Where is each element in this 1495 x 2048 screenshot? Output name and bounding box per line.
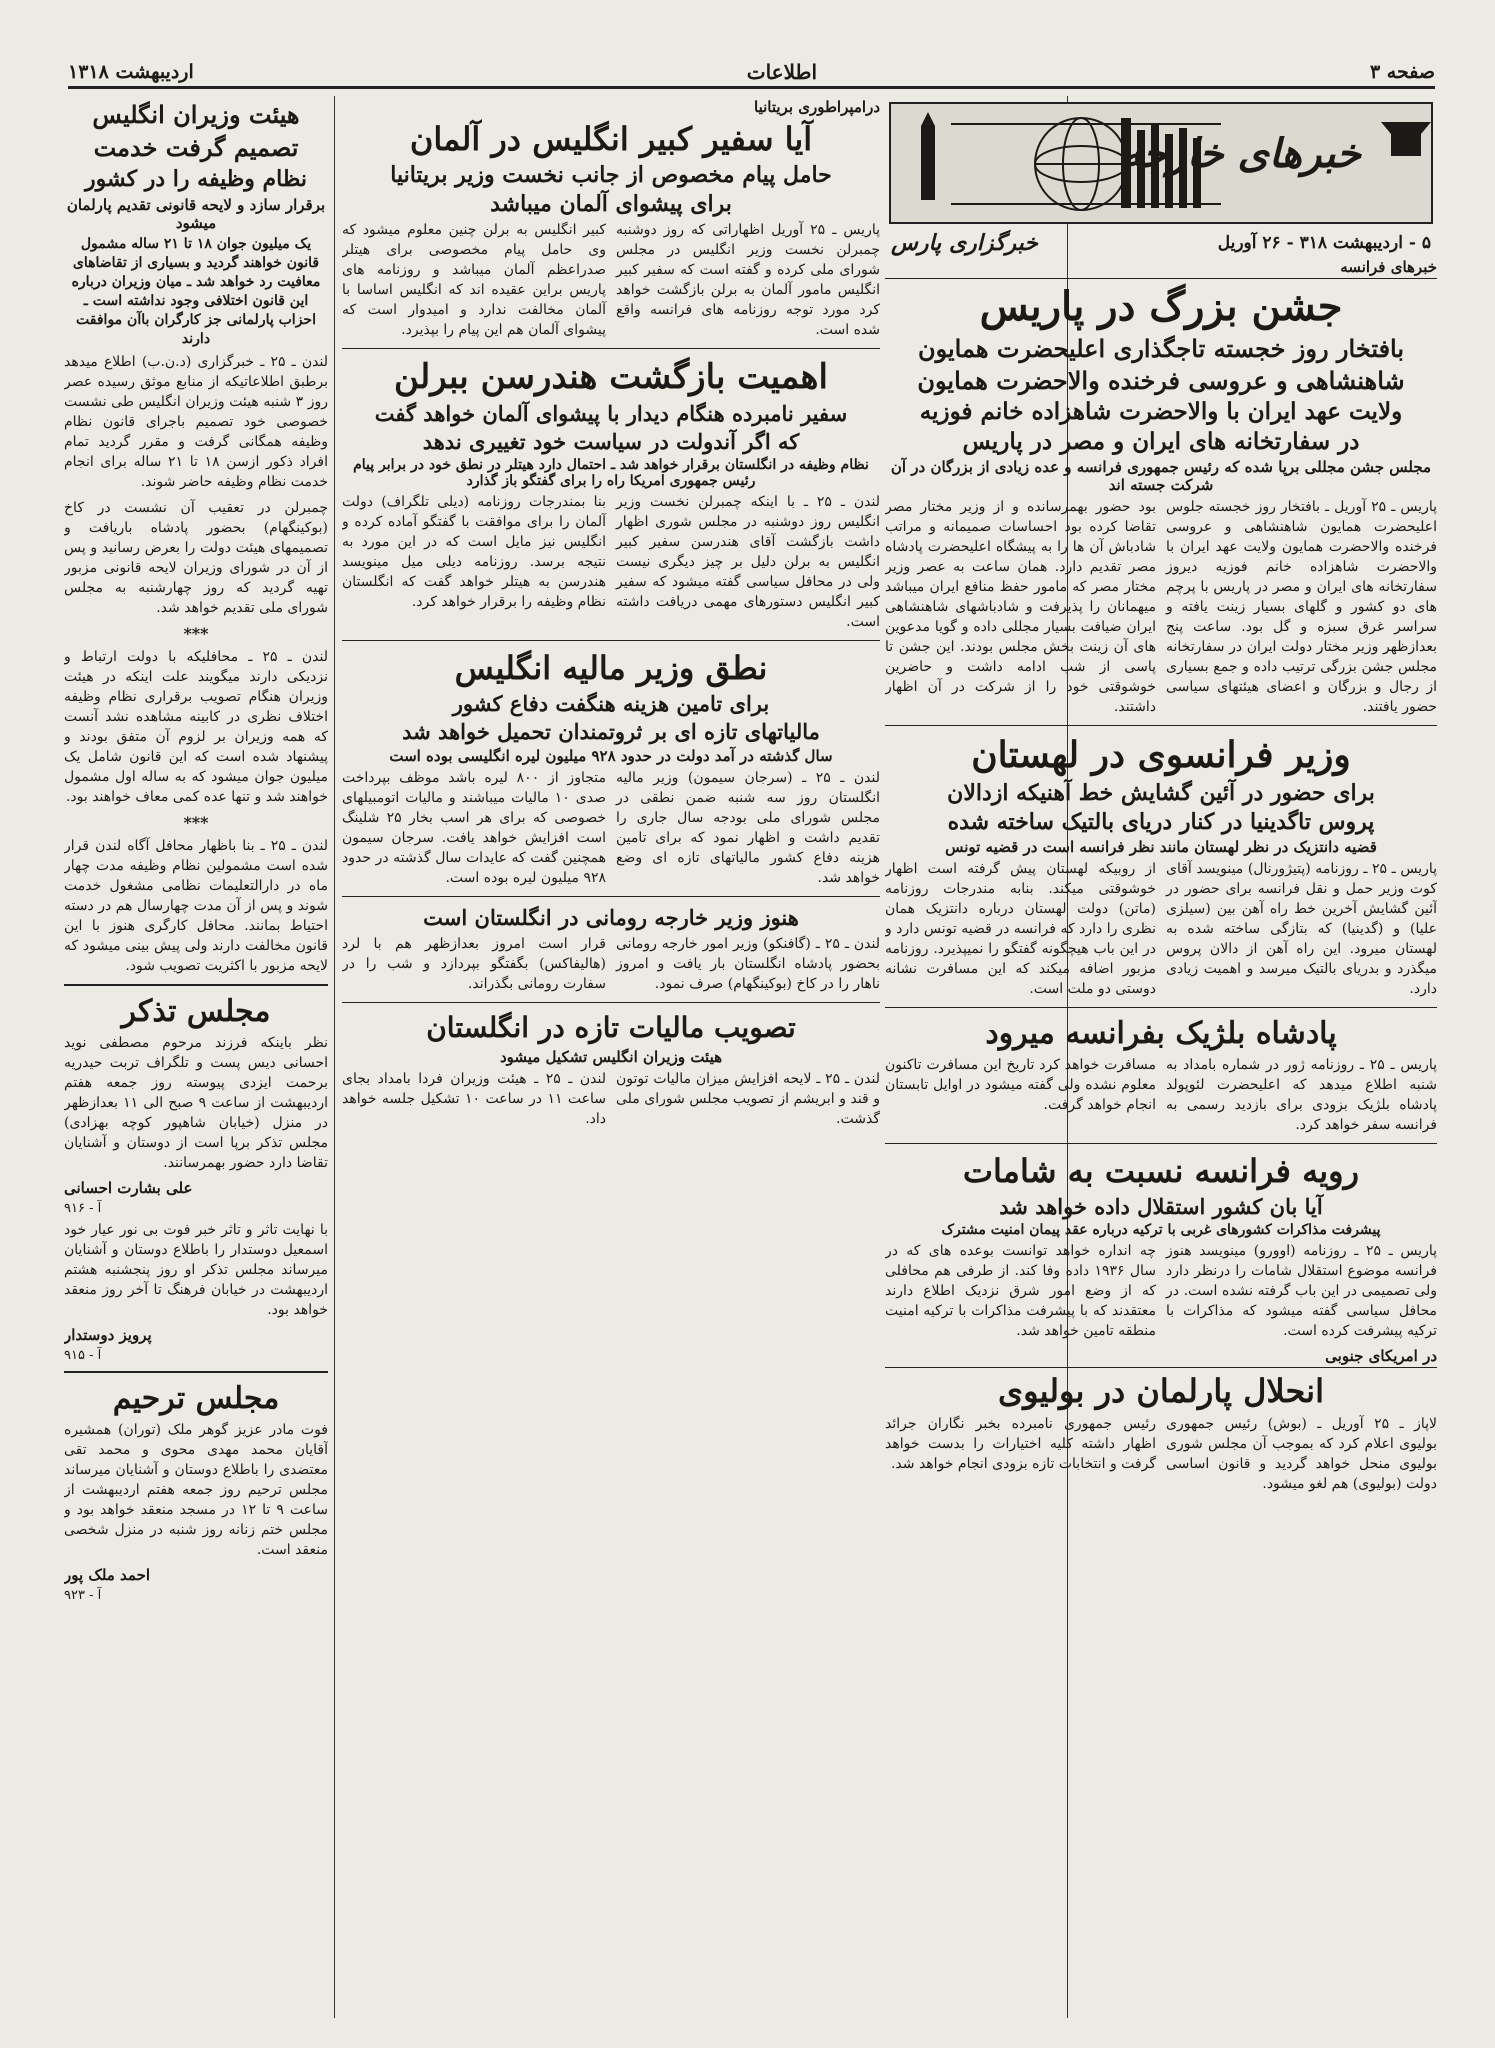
notice-code: آ - ۹۱۶ (64, 1201, 102, 1216)
article-lead: سال گذشته در آمد دولت در حدود ۹۲۸ میلیون لیره انگلیسی بوده است (389, 747, 833, 765)
article-text: پاریس ـ ۲۵ ـ روزنامه ژور در شماره بامداد به شنبه اطلاع میدهد که اعلیحضرت لئوپولد پادشاه بلژیک بزودی برای بازدید رسمی به فرانسه سفر خواهد کرد. (1166, 1057, 1437, 1133)
article-body (342, 220, 880, 340)
section-banner-title: خبرهای خارجه (1121, 130, 1361, 177)
notice-text: با نهایت تاثر و تاثر خبر فوت بی نور عیار خود اسمعیل دوستدار را باطلاع دوستان و آشنایان میرساند مجلس تذکر او روز پنجشنبه هشتم اردیبهشت در خیابان فرهنگ تا آخر روز منعقد خواهد بود. (64, 1222, 328, 1318)
subheadline: بافتخار روز خجسته تاجگذاری اعلیحضرت همایون (917, 334, 1405, 363)
section-label: خبرهای فرانسه (885, 258, 1437, 279)
subheadline: حامل پیام مخصوص از جانب نخست وزیر بریتانیا (390, 162, 832, 188)
subheadline: برقرار سازد و لایحه قانونی تقدیم پارلمان میشود (66, 196, 326, 232)
divider (342, 1002, 880, 1003)
article-text: بود حضور بهمرسانده و از وزیر مختار مصر تقاضا کرده بود احساسات صمیمانه و مراتب شادباش آن ها را به پیشگاه اعلیحضرت پادشاه مصر تقدیم دارد. همان ساعت به عصر وزیر مختار مصر که مامور حفظ منافع ایران میباشد میهمانان را پذیرفت و شادباشهای شاهنشاهی ایران ضیافت بسیار مجللی داده و گویا مدعوین های آن زینت بخش مجلس بودند. این جشن تا پاسی از شب ادامه داشت و حاضرین خوشوقتی خود را از شرکت در آن اظهار داشتند. (885, 499, 1156, 715)
notice-signature: پرویز دوستدار (64, 1326, 152, 1344)
subheadline: برای تامین هزینه هنگفت دفاع کشور (452, 691, 770, 716)
issue-date: اردیبهشت ۱۳۱۸ (68, 61, 194, 83)
paper-name: اطلاعات (746, 60, 817, 84)
article-text: لندن ـ ۲۵ ـ خبرگزاری (د.ن.ب) اطلاع میدهد برطبق اطلاعاتیکه از منابع موثق رسیده عصر روز ۳ شنبه هیئت وزیران انگلیس طی نشست خصوصی خود تصمیم باجرای قانون نظام وظیفه همگانی گرفت و مقرر گردید تمام افراد ذکور ازسن ۱۸ تا ۲۱ ساله برای انجام خدمت نظام وظیفه حاضر شوند. (64, 354, 328, 490)
subheadline: آیا بان کشور استقلال داده خواهد شد (999, 1194, 1323, 1219)
divider (885, 1143, 1437, 1144)
headline: اهمیت بازگشت هندرسن ببرلن (394, 357, 828, 397)
article-lead: پیشرفت مذاکرات کشورهای غربی با ترکیه درباره عقد پیمان امنیت مشترک (941, 1222, 1381, 1238)
divider (342, 896, 880, 897)
headline: انحلال پارلمان در بولیوی (998, 1372, 1324, 1410)
subheadline: برای حضور در آئین گشایش خط آهنیکه ازدالان (947, 780, 1375, 806)
headline: رویه فرانسه نسبت به شامات (962, 1152, 1360, 1190)
article-body (885, 1055, 1437, 1135)
subheadline: پروس تاگدینیا در کنار دریای بالتیک ساخته شده (947, 809, 1375, 835)
headline: پادشاه بلژیک بفرانسه میرود (985, 1016, 1337, 1051)
subheadline: هیئت وزیران انگلیس تشکیل میشود (499, 1048, 723, 1066)
center-column (342, 96, 880, 2018)
headline: هنوز وزیر خارجه رومانی در انگلستان است (423, 905, 799, 930)
headline: آیا سفیر کبیر انگلیس در آلمان (409, 120, 813, 158)
article-body (342, 492, 880, 632)
article-text: رئیس جمهوری نامبرده بخبر نگاران جرائد اظهار داشته کلیه اختیارات را بدست خواهد گرفت و انتخابات تازه بزودی انجام خواهد شد. (885, 1416, 1156, 1472)
subheadline: شاهنشاهی و عروسی فرخنده والاحضرت همایون (917, 366, 1405, 395)
notice-signature: علی بشارت احسانی (64, 1179, 193, 1197)
article-text: پاریس ـ ۲۵ آوریل اظهاراتی که روز دوشنبه چمبرلن نخست وزیر انگلیس در مجلس شورای ملی کرده و گفته است که سفیر کبیر انگلیس مامور آلمان به برلن بازگشت خواهد کرد مورد توجه روزنامه های فرانسه واقع شده است. (616, 222, 880, 338)
section-label: در امریکای جنوبی (885, 1347, 1437, 1368)
headline: هیئت وزیران انگلیس (92, 100, 300, 129)
foreign-news-banner (889, 102, 1433, 224)
left-column (64, 96, 328, 2018)
subheadline: ولایت عهد ایران با والاحضرت شاهزاده خانم فوزیه (919, 398, 1403, 425)
article-body (885, 859, 1437, 999)
article-text: بنا بمندرجات روزنامه (دیلی تلگراف) دولت آلمان را برای موافقت با گفتگو آماده کرده و انگلیس نیز مایل است که در این مورد به نتیجه برسد. روزنامه دیلی میل مینویسد هندرسن به هیتلر خواهد گفت که انگلستان نظام وظیفه را برقرار خواهد کرد. (342, 494, 606, 610)
article-text: لندن ـ ۲۵ ـ لایحه افزایش میزان مالیات توتون و قند و ابریشم از تصویب مجلس شورای ملی گذشت. (616, 1071, 880, 1127)
notice-title: مجلس تذکر (121, 994, 271, 1029)
article-text: لاپاز ـ ۲۵ آوریل ـ (بوش) رئیس جمهوری بولیوی اعلام کرد که بموجب آن مجلس شوری بولیوی منحل خواهد گردید و قانون اساسی دولت (بولیوی) هم لغو میشود. (1166, 1416, 1437, 1492)
agency-date: ۵ - اردیبهشت ۳۱۸ - ۲۶ آوریل (1217, 233, 1431, 253)
subheadline: سفیر نامبرده هنگام دیدار با پیشوای آلمان خواهد گفت (374, 401, 848, 426)
article-lead: قضیه دانتزیک در نظر لهستان مانند نظر فرانسه است در قضیه تونس (945, 838, 1377, 856)
article-text: چمبرلن در تعقیب آن نشست در کاخ (بوکینگهام) بحضور پادشاه باریافت و تصمیمهای هیئت دولت را بعرض رسانید و پس از آن در شورای وزیران لایحه قانونی مزبور تهیه گردید که روز چهارشنبه به مجلس شورای ملی تقدیم خواهد شد. (64, 500, 328, 616)
section-kicker: درامپراطوری بریتانیا (754, 98, 880, 116)
article-body (342, 934, 880, 994)
article-lead: یک میلیون جوان ۱۸ تا ۲۱ ساله مشمول قانون خواهند گردید و بسیاری از تقاضاهای معافیت رد خواهد شد ـ میان وزیران درباره این قانون اختلافی وجود نداشته است ـ احزاب پارلمانی جز کارگران باآن موافقت دارند (71, 236, 321, 347)
divider (342, 348, 880, 349)
foreign-news-column (885, 96, 1437, 2018)
notice-title: مجلس ترحیم (112, 1381, 280, 1416)
subheadline: مالیاتهای تازه ای بر ثروتمندان تحمیل خواهد شد (402, 719, 820, 744)
article-text: مسافرت خواهد کرد تاریخ این مسافرت تاکنون معلوم نشده ولی گفته میشود در اوایل تابستان انجام خواهد گرفت. (885, 1057, 1156, 1113)
headline: وزیر فرانسوی در لهستان (971, 734, 1351, 776)
article-text: متجاوز از ۸۰۰ لیره باشد موظف بپرداخت صدی ۱۰ مالیات میباشند و مالیات اتومبیلهای خصوصی که برای هر اسب بخار ۲۵ شلینگ است افزایش خواهد یافت. سرجان سیمون همچنین گفت که عایدات سال گذشته در حدود ۹۲۸ میلیون لیره بوده است. (342, 770, 606, 886)
page-number: صفحه ۳ (1369, 61, 1435, 83)
notice-code: آ - ۹۲۳ (64, 1588, 102, 1603)
article-body (342, 1069, 880, 1129)
article-body (885, 497, 1437, 717)
article-body (342, 768, 880, 888)
notice-code: آ - ۹۱۵ (64, 1348, 102, 1363)
subheadline: که اگر آندولت در سیاست خود تغییری ندهد (422, 429, 800, 454)
article-lead: نظام وظیفه در انگلستان برقرار خواهد شد ـ احتمال دارد هیتلر در نطق خود در برابر پیام رئیس جمهوری امریکا راه را برای گفتگو باز گذارد (353, 457, 869, 489)
headline: تصویب مالیات تازه در انگلستان (426, 1011, 796, 1044)
article-text: لندن ـ ۲۵ ـ (سرجان سیمون) وزیر مالیه انگلستان روز سه شنبه ضمن نطقی در مجلس شورای ملی بودجه سال جاری را تقدیم داشت و اظهار نمود که برای تامین هزینه دفاع کشور مالیاتهای تازه ای وضع خواهد شد. (616, 770, 880, 886)
article-text: لندن ـ ۲۵ ـ محافلیکه با دولت ارتباط و نزدیکی دارند میگویند علت اینکه در هیئت وزیران هنگام تصویب برقراری نظام وظیفه اختلاف نظری در کابینه مشاهده نشد آنست که همه وزیران بر لزوم آن متفق بودند و پیشنهاد شده است که این قانون شامل یک میلیون جوان میشود که به ساله اول مشمول خواهند شد و تنها عده کمی معاف خواهند بود. (64, 649, 328, 805)
masthead (68, 58, 1435, 89)
subheadline: برای پیشوای آلمان میباشد (490, 191, 732, 217)
article-body (885, 1241, 1437, 1341)
article-text: لندن ـ ۲۵ ـ هیئت وزیران فردا بامداد بجای ساعت ۱۱ در ساعت ۱۰ تشکیل جلسه خواهد داد. (342, 1071, 607, 1127)
article-text: چه انداره خواهد توانست بوعده های که در سال ۱۹۳۶ داده وفا کند. از طرفی هم محافلی که از وضع امور شرق نزدیک اطلاع دارند معتقدند که با پیشرفت مذاکرات با ترکیه امنیت منطقه تامین خواهد شد. (885, 1243, 1156, 1339)
divider (342, 640, 880, 641)
article-text: لندن ـ ۲۵ ـ (گافنکو) وزیر امور خارجه رومانی بحضور پادشاه انگلستان بار یافت و امروز ناهار را در کاخ (بوکینگهام) صرف نمود. (616, 936, 880, 992)
headline: تصمیم گرفت خدمت (93, 133, 299, 162)
headline: نطق وزیر مالیه انگلیس (454, 649, 768, 687)
article-text: پاریس ـ ۲۵ ـ روزنامه (اوورو) مینویسد هنوز فرانسه موضوع استقلال شامات را درنظر دارد ولی تصمیمی در این باب گرفته نشده است. در محافل سیاسی گفته میشود که مذاکرات با ترکیه پیشرفت کرده است. (1166, 1243, 1437, 1339)
notice-text: فوت مادر عزیز گوهر ملک (توران) همشیره آقایان محمد مهدی محوی و محمد تقی معتضدی را باطلاع دوستان و آشنایان میرساند مجلس ترحیم روز جمعه هفتم اردیبهشت از ساعت ۹ تا ۱۲ در مسجد منعقد خواهد بود و مجلس ختم زنانه روز شنبه در منزل شخصی منعقد است. (64, 1422, 328, 1558)
article-text: قرار است امروز بعدازظهر هم با لرد (هالیفاکس) بگفتگو بپردازد و شب را در سفارت رومانی بگذراند. (342, 936, 606, 992)
headline: جشن بزرگ در پاریس (979, 283, 1343, 330)
divider (885, 1007, 1437, 1008)
headline: نظام وظیفه را در کشور (84, 166, 308, 192)
article-text: از روبیکه لهستان پیش گرفته است اظهار خوشوقتی میکند. بنابه مندرجات روزنامه (ماتن) دولت لهستان درباره دانتزیک همان نظری را دارد که فرانسه در قضیه تونس دارد و در این باب هیچگونه گفتگو را نمیپذیرد. روزنامه مزبور اضافه میکند که این مسافرت نشانه دوستی دو ملت است. (885, 861, 1156, 997)
article-body (885, 1414, 1437, 1494)
separator-stars: *** (183, 624, 209, 643)
article-text: کبیر انگلیس به برلن چنین معلوم میشود که وی حامل پیام مخصوصی برای هیتلر صدراعظم آلمان میباشد و روزنامه های پاریس براین عقیده اند که انگلیس اساسا با آلمان مخالفت ندارد و امیدوار است که پیشوای آلمان هم این پیام را بپذیرد. (342, 222, 606, 338)
divider (64, 984, 328, 986)
article-text: پاریس ـ ۲۵ آوریل ـ بافتخار روز خجسته جلوس اعلیحضرت همایون شاهنشاهی و عروسی فرخنده والاحضرت همایون ولایت عهد ایران با والاحضرت شاهزاده خانم فوزیه دیروز سفارتخانه های ایران و مصر در پاریس با پرچم های دو کشور و گلهای بسیار زینت یافته و سراسر غرق سبزه و گل بود. ساعت پنج بعدازظهر وزیر مختار دولت ایران در سفارتخانه مجلس جشن بزرگی ترتیب داده و جمع بسیاری از رجال و بزرگان و اعضای هیئتهای سیاسی حضور یافتند. (1166, 499, 1437, 715)
agency-name: خبرگزاری پارس (891, 230, 1038, 256)
notice-signature: احمد ملک پور (64, 1566, 151, 1584)
notice-text: نظر باینکه فرزند مرحوم مصطفی نوید احسانی دیس پست و تلگراف تربت حیدریه برحمت ایزدی پیوسته روز جمعه هفتم اردیبهشت از ساعت ۹ صبح الی ۱۱ بعدازظهر در منزل (خیابان شاهپور کوچه بهزادی) مجلس تذکر برپا است از دوستان و آشنایان تقاضا دارد حضور بهمرسانند. (64, 1035, 328, 1171)
article-lead: مجلس جشن مجللی برپا شده که رئیس جمهوری فرانسه و عده زیادی از بزرگان در آن شرکت جسته اند (890, 458, 1432, 494)
column-rule (334, 96, 335, 2018)
article-text: لندن ـ ۲۵ ـ بنا باظهار محافل آگاه لندن قرار شده است مشمولین نظام وظیفه مدت چهار ماه در دارالتعلیمات نظامی مشغول خدمت شوند و پس از آن مدت چهارسال هم در دسته احتیاط بمانند. محافل کارگری هنوز با این قانون مخالفت دارند ولی پیش بینی میشود که لایحه مزبور با اکثریت تصویب شود. (64, 838, 328, 974)
article-text: پاریس ـ ۲۵ ـ روزنامه (پتیژورنال) مینویسد آقای کوت وزیر حمل و نقل فرانسه برای حضور در آئین گشایش آخرین خط راه آهن بین (سیلزی علیا) و (گدینیا) که بتازگی ساخته شده به لهستان میرود. این راه آهن از دالان پروس میگذرد و بدریای بالتیک میرسد و اهمیت زیادی دارد. (1166, 861, 1437, 997)
divider (64, 1371, 328, 1373)
separator-stars: *** (183, 813, 209, 832)
divider (885, 725, 1437, 726)
subheadline: در سفارتخانه های ایران و مصر در پاریس (962, 428, 1360, 455)
article-text: لندن ـ ۲۵ ـ با اینکه چمبرلن نخست وزیر انگلیس روز دوشنبه در مجلس شوری اظهار داشت بازگشت آقای هندرسن سفیر کبیر انگلیس به برلن دلیل بر چیز دیگری نیست ولی در محافل سیاسی گفته میشود که سفیر کبیر انگلیس دستورهای مهمی دریافت داشته است. (616, 494, 880, 630)
